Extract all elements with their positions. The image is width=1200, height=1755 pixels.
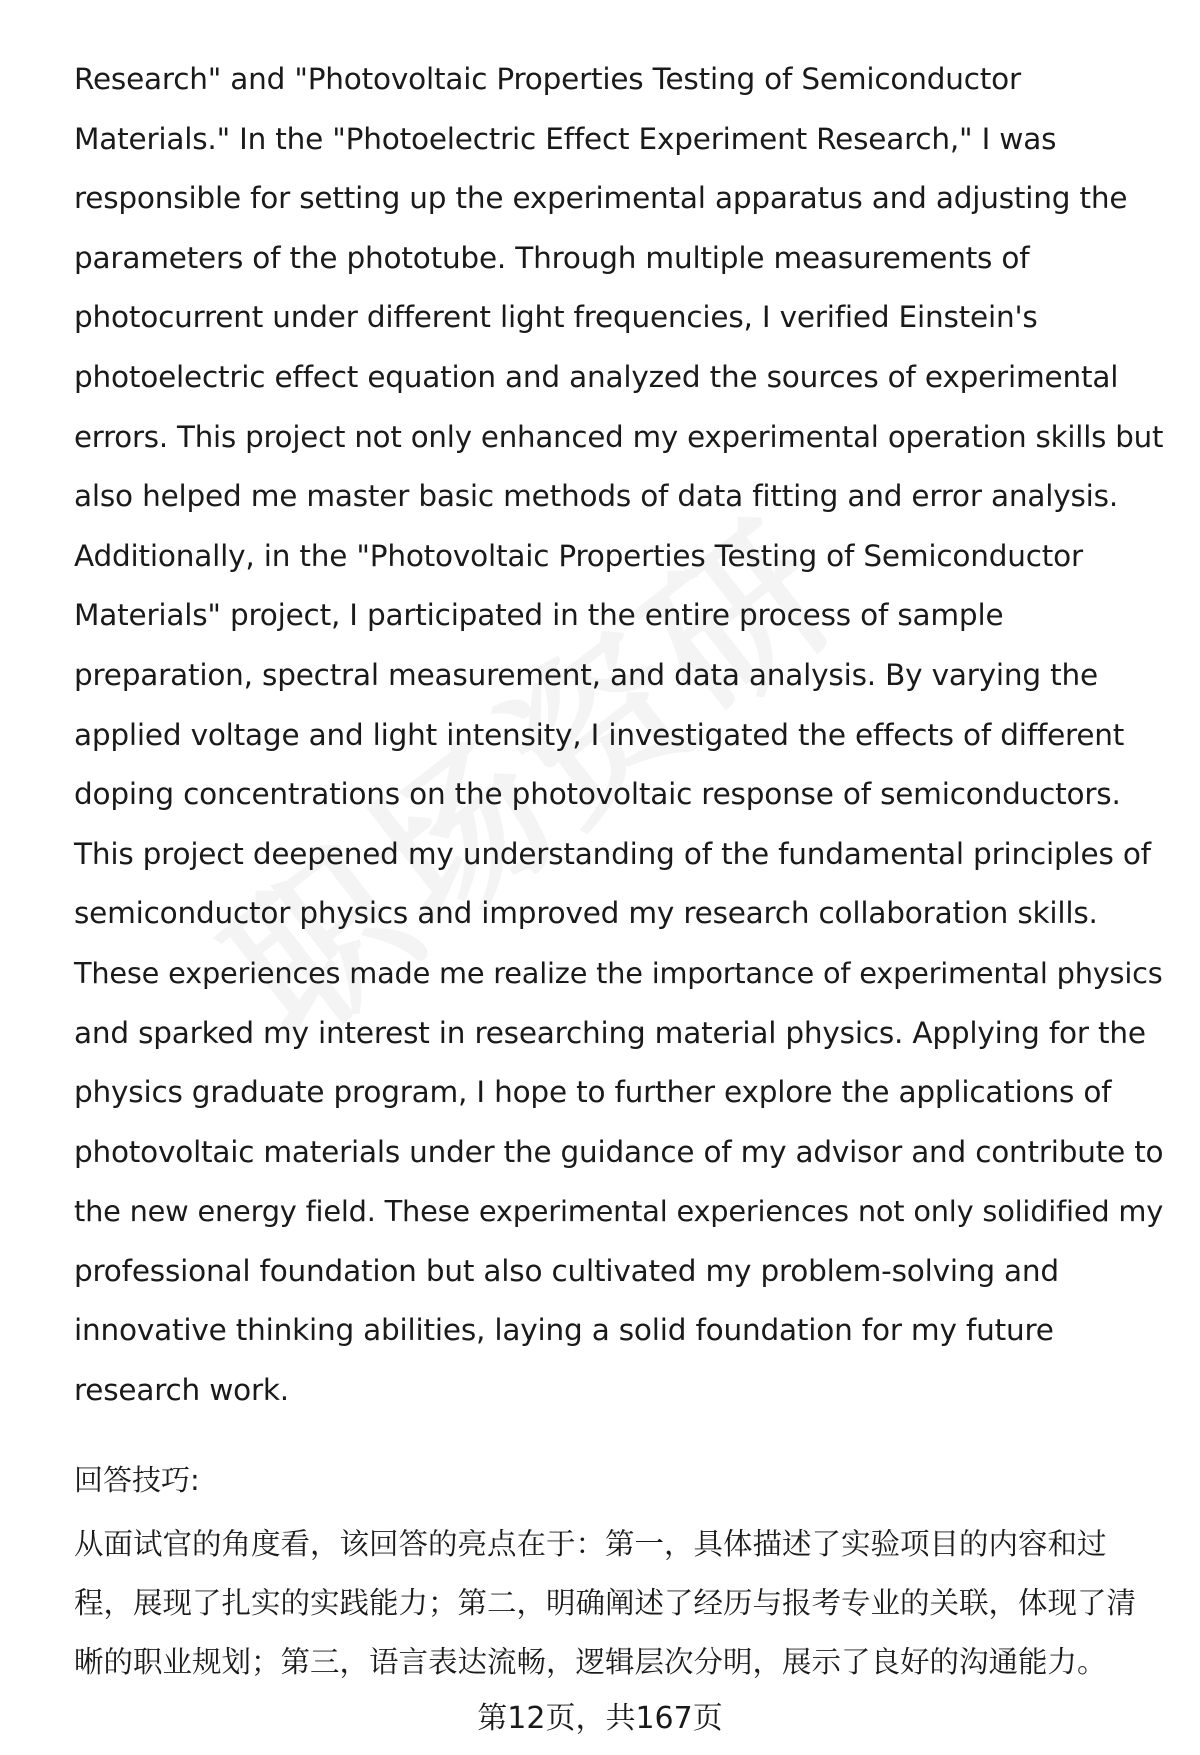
body-line: applied voltage and light intensity, I investigated the effects of different	[74, 717, 1125, 752]
body-line: photoelectric effect equation and analyzed the sources of experimental	[74, 359, 1119, 394]
body-line: professional foundation but also cultivated my problem-solving and	[74, 1253, 1059, 1288]
body-line: Materials." In the "Photoelectric Effect Experiment Research," I was	[74, 121, 1057, 156]
body-line: also helped me master basic methods of data fitting and error analysis.	[74, 479, 1119, 514]
body-line: innovative thinking abilities, laying a solid foundation for my future	[74, 1313, 1054, 1348]
body-line: photocurrent under different light frequencies, I verified Einstein's	[74, 300, 1038, 335]
body-line: Research" and "Photovoltaic Properties Testing of Semiconductor	[74, 62, 1021, 96]
body-line: preparation, spectral measurement, and data analysis. By varying the	[74, 657, 1098, 692]
body-line: research work.	[74, 1373, 289, 1408]
answer-body	[74, 50, 1164, 1421]
body-line: Additionally, in the "Photovoltaic Properties Testing of Semiconductor	[74, 538, 1083, 573]
body-line: photovoltaic materials under the guidance of my advisor and contribute to	[74, 1134, 1164, 1169]
tips-heading: 回答技巧:	[74, 1463, 200, 1497]
body-line: errors. This project not only enhanced my experimental operation skills but	[74, 419, 1164, 454]
body-line: doping concentrations on the photovoltaic response of semiconductors.	[74, 777, 1121, 812]
tips-line: 从面试官的角度看，该回答的亮点在于：第一，具体描述了实验项目的内容和过	[74, 1527, 1107, 1561]
body-line: semiconductor physics and improved my research collaboration skills.	[74, 896, 1098, 931]
body-line: the new energy field. These experimental experiences not only solidified my	[74, 1194, 1164, 1229]
tips-body	[74, 1515, 1164, 1692]
page-number: 第12页，共167页	[477, 1701, 723, 1736]
body-line: Materials" project, I participated in the entire process of sample	[74, 598, 1004, 633]
body-line: and sparked my interest in researching material physics. Applying for the	[74, 1015, 1146, 1050]
tips-line: 程，展现了扎实的实践能力；第二，明确阐述了经历与报考专业的关联，体现了清	[74, 1586, 1137, 1620]
body-line: These experiences made me realize the importance of experimental physics	[74, 955, 1163, 990]
body-line: responsible for setting up the experimental apparatus and adjusting the	[74, 181, 1128, 216]
body-line: physics graduate program, I hope to further explore the applications of	[74, 1075, 1112, 1110]
tips-line: 晰的职业规划；第三，语言表达流畅，逻辑层次分明，展示了良好的沟通能力。	[74, 1645, 1107, 1679]
body-line: parameters of the phototube. Through multiple measurements of	[74, 240, 1030, 275]
body-line: This project deepened my understanding of the fundamental principles of	[74, 836, 1151, 871]
